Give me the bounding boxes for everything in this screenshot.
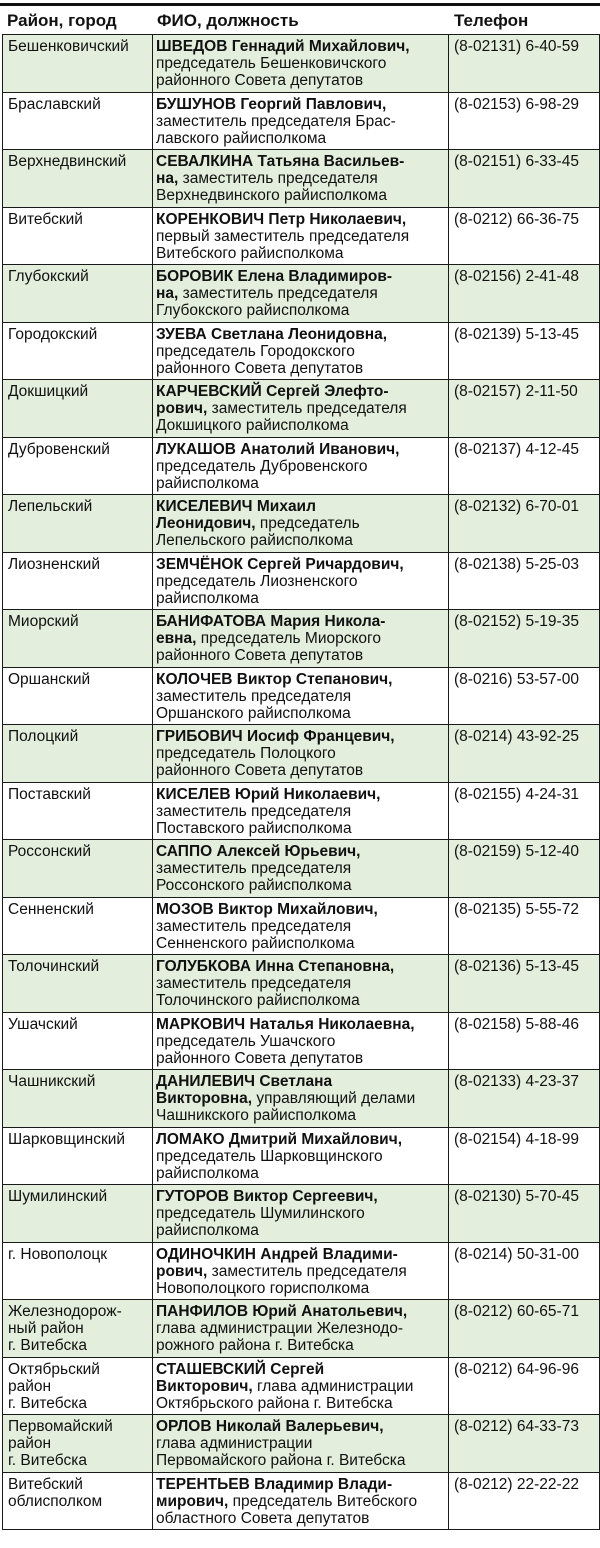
table-row — [3, 35, 600, 93]
region-cell: Витебский облисполком — [3, 1472, 153, 1530]
person-position: управляющий делами Чашникского райисполкома — [156, 1090, 416, 1124]
person-cell — [153, 495, 449, 553]
phone-cell: (8-0212) 66-36-75 — [449, 207, 600, 265]
phone-cell: (8-02159) 5-12-40 — [449, 840, 600, 898]
person-name: ОРЛОВ Николай Валерьевич, — [156, 1418, 384, 1435]
person-name: КИСЕЛЕВ Юрий Николаевич, — [156, 785, 381, 803]
person-cell — [153, 840, 449, 898]
person-position: заместитель председателя Россонского райисполкома — [156, 860, 352, 894]
table-row — [3, 1300, 600, 1358]
region-cell: Витебский — [3, 207, 153, 265]
person-position: заместитель председателя Оршанского райисполкома — [156, 687, 352, 722]
table-row — [3, 380, 600, 438]
region-cell: Россонский — [3, 840, 153, 898]
region-cell: Лепельский — [3, 495, 153, 553]
phone-cell: (8-0216) 53-57-00 — [449, 667, 600, 725]
person-cell — [153, 552, 449, 610]
table-row — [3, 322, 600, 380]
phone-cell: (8-0212) 64-33-73 — [449, 1415, 600, 1473]
phone-cell: (8-02154) 4-18-99 — [449, 1127, 600, 1185]
phone-cell: (8-02132) 6-70-01 — [449, 495, 600, 553]
person-cell — [153, 322, 449, 380]
table-row — [3, 1070, 600, 1128]
person-cell — [153, 265, 449, 323]
phone-cell: (8-02158) 5-88-46 — [449, 1012, 600, 1070]
person-cell — [153, 955, 449, 1013]
table-row — [3, 1185, 600, 1243]
person-position: председатель Бешенковичского районного Совета депутатов — [156, 55, 387, 89]
person-name: ДАНИЛЕВИЧ Светлана Викторовна, — [156, 1073, 333, 1107]
phone-cell: (8-0212) 60-65-71 — [449, 1300, 600, 1358]
person-position: председатель Шарковщинского райисполкома — [156, 1147, 383, 1182]
table-header — [0, 6, 600, 35]
phone-cell: (8-02135) 5-55-72 — [449, 897, 600, 955]
phone-cell: (8-02131) 6-40-59 — [449, 35, 600, 93]
phone-cell: (8-02130) 5-70-45 — [449, 1185, 600, 1243]
region-cell: Толочинский — [3, 955, 153, 1013]
header-region: Район, город — [7, 10, 117, 30]
person-position: заместитель председателя Брас- лавского райисполкома — [156, 112, 396, 147]
person-name: ЛУКАШОВ Анатолий Иванович, — [156, 440, 400, 458]
person-cell — [153, 437, 449, 495]
table-row — [3, 1415, 600, 1473]
person-position: заместитель председателя Докшицкого райисполкома — [156, 400, 407, 434]
phone-cell: (8-02136) 5-13-45 — [449, 955, 600, 1013]
person-cell — [153, 782, 449, 840]
person-cell — [153, 92, 449, 150]
person-cell — [153, 1242, 449, 1300]
person-position: заместитель председателя Верхнедвинского райисполкома — [156, 170, 387, 204]
person-cell — [153, 667, 449, 725]
person-cell — [153, 1185, 449, 1243]
person-position: заместитель председателя Поставского райисполкома — [156, 802, 352, 837]
region-cell: Городокский — [3, 322, 153, 380]
person-name: КАРЧЕВСКИЙ Сергей Элефто- рович, — [156, 383, 389, 417]
person-position: глава администрации Первомайского района г. Витебска — [156, 1435, 406, 1469]
table-row — [3, 1127, 600, 1185]
phone-cell: (8-02152) 5-19-35 — [449, 610, 600, 668]
region-cell: Ушачский — [3, 1012, 153, 1070]
person-position: глава администрации Октябрьского района г. Витебска — [156, 1377, 414, 1412]
person-cell — [153, 1012, 449, 1070]
person-position: заместитель председателя Толочинского райисполкома — [156, 975, 360, 1009]
phone-cell: (8-02153) 6-98-29 — [449, 92, 600, 150]
region-cell: Бешенковичский — [3, 35, 153, 93]
person-position: заместитель председателя Новополоцкого горисполкома — [156, 1262, 407, 1297]
person-position: председатель Витебского областного Совета депутатов — [156, 1492, 418, 1527]
person-name: ОДИНОЧКИН Андрей Владими- рович, — [156, 1245, 398, 1280]
table-row — [3, 265, 600, 323]
region-cell: Браславский — [3, 92, 153, 150]
person-cell — [153, 35, 449, 93]
table-row — [3, 610, 600, 668]
person-name: ГРИБОВИЧ Иосиф Францевич, — [156, 728, 395, 745]
person-cell — [153, 725, 449, 783]
person-position: глава администрации Железнодо- рожного района г. Витебска — [156, 1320, 404, 1354]
contacts-table-body — [3, 35, 600, 1530]
region-cell: Чашникский — [3, 1070, 153, 1128]
table-row — [3, 150, 600, 208]
person-name: БОРОВИК Елена Владимиров- на, — [156, 268, 393, 302]
person-cell — [153, 207, 449, 265]
phone-cell: (8-02155) 4-24-31 — [449, 782, 600, 840]
person-name: БУШУНОВ Георгий Павлович, — [156, 95, 387, 113]
person-cell — [153, 610, 449, 668]
person-name: ПАНФИЛОВ Юрий Анатольевич, — [156, 1303, 408, 1320]
person-name: СЕВАЛКИНА Татьяна Васильев- на, — [156, 153, 405, 187]
person-cell — [153, 897, 449, 955]
table-row — [3, 437, 600, 495]
phone-cell: (8-0212) 64-96-96 — [449, 1357, 600, 1415]
person-cell — [153, 1127, 449, 1185]
person-position: председатель Ушачского районного Совета депутатов — [156, 1032, 364, 1067]
phone-cell: (8-02137) 4-12-45 — [449, 437, 600, 495]
region-cell: Железнодорож- ный район г. Витебска — [3, 1300, 153, 1358]
region-cell: Верхнедвинский — [3, 150, 153, 208]
person-cell — [153, 150, 449, 208]
region-cell: Докшицкий — [3, 380, 153, 438]
region-cell: Дубровенский — [3, 437, 153, 495]
table-row — [3, 495, 600, 553]
person-name: ТЕРЕНТЬЕВ Владимир Влади- мирович, — [156, 1475, 393, 1510]
person-position: первый заместитель председателя Витебского райисполкома — [156, 227, 410, 262]
region-cell: Оршанский — [3, 667, 153, 725]
region-cell: Полоцкий — [3, 725, 153, 783]
person-name: МАРКОВИЧ Наталья Николаевна, — [156, 1015, 415, 1033]
table-row — [3, 552, 600, 610]
person-cell — [153, 1300, 449, 1358]
person-name: ЛОМАКО Дмитрий Михайлович, — [156, 1130, 403, 1148]
region-cell: Шарковщинский — [3, 1127, 153, 1185]
person-name: ГУТОРОВ Виктор Сергеевич, — [156, 1188, 378, 1205]
person-cell — [153, 1415, 449, 1473]
phone-cell: (8-02157) 2-11-50 — [449, 380, 600, 438]
table-row — [3, 1472, 600, 1530]
person-name: КИСЕЛЕВИЧ Михаил Леонидович, — [156, 498, 316, 532]
phone-cell: (8-02156) 2-41-48 — [449, 265, 600, 323]
table-row — [3, 207, 600, 265]
person-cell — [153, 1070, 449, 1128]
person-name: САППО Алексей Юрьевич, — [156, 843, 361, 860]
region-cell: г. Новополоцк — [3, 1242, 153, 1300]
region-cell: Октябрьский район г. Витебска — [3, 1357, 153, 1415]
person-name: КОЛОЧЕВ Виктор Степанович, — [156, 670, 393, 688]
header-person: ФИО, должность — [157, 10, 299, 30]
person-name: ШВЕДОВ Геннадий Михайлович, — [156, 38, 410, 55]
person-position: заместитель председателя Глубокского райисполкома — [156, 285, 378, 319]
person-position: председатель Лиозненского райисполкома — [156, 572, 358, 607]
person-cell — [153, 1357, 449, 1415]
person-name: СТАШЕВСКИЙ Сергей Викторович, — [156, 1360, 325, 1395]
table-row — [3, 725, 600, 783]
phone-cell: (8-0214) 50-31-00 — [449, 1242, 600, 1300]
table-row — [3, 92, 600, 150]
person-name: ЗЕМЧЁНОК Сергей Ричардович, — [156, 555, 404, 573]
phone-cell: (8-0212) 22-22-22 — [449, 1472, 600, 1530]
person-cell — [153, 380, 449, 438]
region-cell: Поставский — [3, 782, 153, 840]
table-row — [3, 667, 600, 725]
table-row — [3, 955, 600, 1013]
phone-cell: (8-02138) 5-25-03 — [449, 552, 600, 610]
person-position: председатель Городокского районного Совета депутатов — [156, 342, 364, 377]
person-name: МОЗОВ Виктор Михайлович, — [156, 900, 378, 918]
table-row — [3, 897, 600, 955]
person-position: председатель Миорского районного Совета депутатов — [156, 630, 381, 664]
table-row — [3, 782, 600, 840]
person-name: ЗУЕВА Светлана Леонидовна, — [156, 325, 388, 343]
contacts-table — [2, 34, 600, 1530]
person-position: председатель Полоцкого районного Совета депутатов — [156, 745, 364, 779]
table-row — [3, 1012, 600, 1070]
person-position: заместитель председателя Сенненского райисполкома — [156, 917, 355, 952]
person-position: председатель Шумилинского райисполкома — [156, 1205, 365, 1239]
person-name: КОРЕНКОВИЧ Петр Николаевич, — [156, 210, 407, 228]
table-row — [3, 1357, 600, 1415]
phone-cell: (8-02139) 5-13-45 — [449, 322, 600, 380]
phone-cell: (8-0214) 43-92-25 — [449, 725, 600, 783]
table-row — [3, 840, 600, 898]
person-cell — [153, 1472, 449, 1530]
region-cell: Глубокский — [3, 265, 153, 323]
phone-cell: (8-02133) 4-23-37 — [449, 1070, 600, 1128]
person-name: ГОЛУБКОВА Инна Степановна, — [156, 958, 395, 975]
table-row — [3, 1242, 600, 1300]
phone-cell: (8-02151) 6-33-45 — [449, 150, 600, 208]
region-cell: Шумилинский — [3, 1185, 153, 1243]
region-cell: Миорский — [3, 610, 153, 668]
region-cell: Лиозненский — [3, 552, 153, 610]
person-name: БАНИФАТОВА Мария Никола- евна, — [156, 613, 386, 647]
region-cell: Сенненский — [3, 897, 153, 955]
person-position: председатель Лепельского райисполкома — [156, 515, 360, 549]
person-position: председатель Дубровенского райисполкома — [156, 457, 368, 492]
header-phone: Телефон — [454, 10, 529, 30]
region-cell: Первомайский район г. Витебска — [3, 1415, 153, 1473]
